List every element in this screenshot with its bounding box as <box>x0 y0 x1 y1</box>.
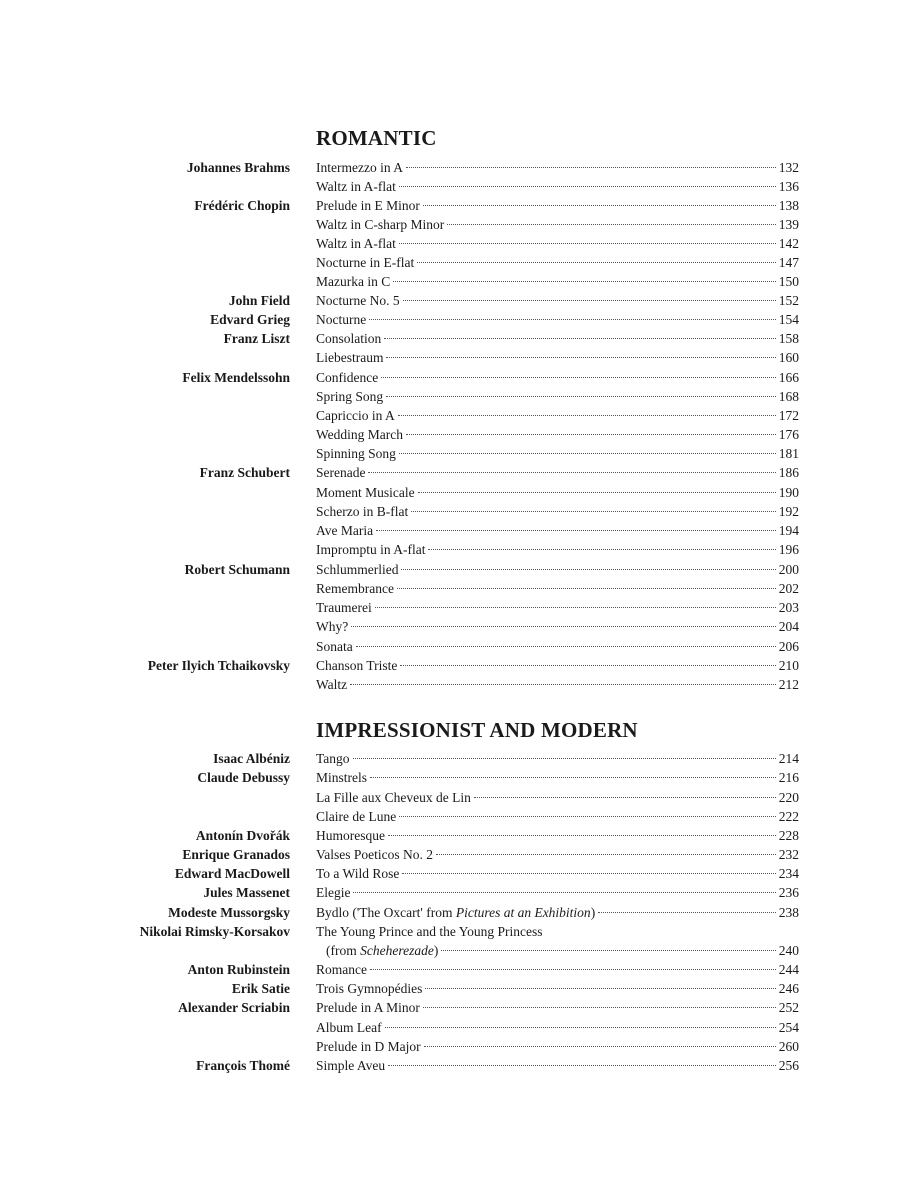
page-number: 256 <box>778 1058 799 1073</box>
dot-leader <box>423 1007 776 1008</box>
piece-title: Waltz in C-sharp Minor <box>316 217 445 232</box>
page-number: 236 <box>778 885 799 900</box>
piece-title: La Fille aux Cheveux de Lin <box>316 790 471 805</box>
piece-title: Chanson Triste <box>316 658 398 673</box>
piece-title: Prelude in E Minor <box>316 198 420 213</box>
dot-leader <box>369 319 776 320</box>
toc-row[interactable] <box>0 540 900 559</box>
toc-row[interactable] <box>0 196 900 215</box>
page-number: 220 <box>778 790 799 805</box>
dot-leader <box>388 835 776 836</box>
page-number: 186 <box>778 465 799 480</box>
toc-row[interactable] <box>0 444 900 463</box>
piece-title: Impromptu in A-flat <box>316 542 426 557</box>
piece-title: Liebestraum <box>316 350 384 365</box>
toc-row[interactable] <box>0 406 900 425</box>
piece-title: Sonata <box>316 639 353 654</box>
piece-title: Trois Gymnopédies <box>316 981 423 996</box>
section-title-romantic: ROMANTIC <box>316 126 437 150</box>
toc-row[interactable] <box>0 348 900 367</box>
page-number: 252 <box>778 1000 799 1015</box>
page-number: 228 <box>778 828 799 843</box>
page-number: 172 <box>778 408 799 423</box>
toc-row[interactable] <box>0 922 900 941</box>
dot-leader <box>397 588 776 589</box>
page-number: 204 <box>778 619 799 634</box>
page-number: 238 <box>778 905 799 920</box>
composer-name: Modeste Mussorgsky <box>168 905 290 920</box>
dot-leader <box>356 646 776 647</box>
piece-title: Nocturne in E-flat <box>316 255 415 270</box>
toc-row[interactable] <box>0 310 900 329</box>
page-number: 176 <box>778 427 799 442</box>
section-title-impressionist-and-modern: IMPRESSIONIST AND MODERN <box>316 718 638 742</box>
dot-leader <box>398 415 776 416</box>
piece-title: Waltz in A-flat <box>316 179 396 194</box>
dot-leader <box>370 777 776 778</box>
page-number: 210 <box>778 658 799 673</box>
piece-title: Waltz <box>316 677 348 692</box>
page-number: 246 <box>778 981 799 996</box>
dot-leader <box>385 1027 776 1028</box>
page-number: 234 <box>778 866 799 881</box>
page-number: 138 <box>778 198 799 213</box>
piece-title: Wedding March <box>316 427 404 442</box>
piece-title-italic: Pictures at an Exhibition <box>455 905 591 920</box>
page-number: 196 <box>778 542 799 557</box>
dot-leader <box>447 224 775 225</box>
dot-leader <box>474 797 776 798</box>
piece-title: Waltz in A-flat <box>316 236 396 251</box>
piece-title: Nocturne <box>316 312 367 327</box>
toc-row[interactable] <box>0 291 900 310</box>
toc-row[interactable] <box>0 617 900 636</box>
page-number: 136 <box>778 179 799 194</box>
dot-leader <box>388 1065 776 1066</box>
toc-row[interactable] <box>0 272 900 291</box>
dot-leader <box>400 665 775 666</box>
dot-leader <box>353 892 775 893</box>
dot-leader <box>418 492 776 493</box>
piece-title: Bydlo ('The Oxcart' from Pictures at an Exhibition) <box>316 905 596 920</box>
piece-title-italic: Scheherezade <box>360 943 434 958</box>
dot-leader <box>425 988 775 989</box>
composer-name: François Thomé <box>196 1058 290 1073</box>
page-number: 160 <box>778 350 799 365</box>
dot-leader <box>428 549 775 550</box>
toc-row[interactable] <box>0 807 900 826</box>
toc-row[interactable] <box>0 234 900 253</box>
toc-row[interactable] <box>0 579 900 598</box>
toc-row[interactable] <box>0 637 900 656</box>
toc-row[interactable] <box>0 1056 900 1075</box>
composer-name: John Field <box>228 293 290 308</box>
dot-leader <box>381 377 776 378</box>
page-number: 192 <box>778 504 799 519</box>
toc-row[interactable] <box>0 675 900 694</box>
piece-title: Elegie <box>316 885 351 900</box>
dot-leader <box>399 453 776 454</box>
composer-name: Claude Debussy <box>197 770 290 785</box>
composer-name: Anton Rubinstein <box>187 962 290 977</box>
piece-title: Intermezzo in A <box>316 160 403 175</box>
toc-row[interactable] <box>0 158 900 177</box>
page-number: 222 <box>778 809 799 824</box>
piece-title: Confidence <box>316 370 379 385</box>
piece-title: Capriccio in A <box>316 408 395 423</box>
page-number: 158 <box>778 331 799 346</box>
dot-leader <box>417 262 776 263</box>
composer-name: Erik Satie <box>231 981 290 996</box>
piece-title: Claire de Lune <box>316 809 397 824</box>
dot-leader <box>351 626 776 627</box>
toc-row[interactable] <box>0 941 900 960</box>
dot-leader <box>424 1046 776 1047</box>
piece-title: Romance <box>316 962 367 977</box>
page-number: 166 <box>778 370 799 385</box>
toc-row[interactable] <box>0 768 900 787</box>
toc-row[interactable] <box>0 845 900 864</box>
toc-row[interactable] <box>0 502 900 521</box>
dot-leader <box>598 912 776 913</box>
dot-leader <box>375 607 776 608</box>
toc-row[interactable] <box>0 979 900 998</box>
piece-title: Moment Musicale <box>316 485 415 500</box>
dot-leader <box>399 243 776 244</box>
toc-row[interactable] <box>0 215 900 234</box>
toc-row[interactable] <box>0 883 900 902</box>
page-number: 132 <box>778 160 799 175</box>
dot-leader <box>384 338 775 339</box>
toc-row[interactable] <box>0 329 900 348</box>
composer-name: Franz Liszt <box>223 331 290 346</box>
piece-title: Album Leaf <box>316 1020 382 1035</box>
composer-name: Nikolai Rimsky-Korsakov <box>139 924 290 939</box>
page-number: 147 <box>778 255 799 270</box>
page-number: 142 <box>778 236 799 251</box>
dot-leader <box>386 396 776 397</box>
toc-row[interactable] <box>0 483 900 502</box>
page-number: 168 <box>778 389 799 404</box>
toc-row[interactable] <box>0 560 900 579</box>
dot-leader <box>402 873 775 874</box>
dot-leader <box>399 816 776 817</box>
page-number: 214 <box>778 751 799 766</box>
dot-leader <box>376 530 776 531</box>
dot-leader <box>403 300 776 301</box>
composer-name: Antonín Dvořák <box>195 828 290 843</box>
composer-name: Frédéric Chopin <box>194 198 290 213</box>
page-number: 202 <box>778 581 799 596</box>
toc-row[interactable] <box>0 177 900 196</box>
toc-row[interactable] <box>0 960 900 979</box>
piece-title: Mazurka in C <box>316 274 391 289</box>
page-number: 150 <box>778 274 799 289</box>
dot-leader <box>350 684 776 685</box>
dot-leader <box>386 357 775 358</box>
dot-leader <box>406 167 776 168</box>
piece-title: (from Scheherezade) <box>326 943 439 958</box>
page-number: 244 <box>778 962 799 977</box>
page-number: 190 <box>778 485 799 500</box>
toc-row[interactable] <box>0 826 900 845</box>
composer-name: Alexander Scriabin <box>178 1000 290 1015</box>
composer-name: Edward MacDowell <box>174 866 290 881</box>
composer-name: Jules Massenet <box>203 885 290 900</box>
toc-row[interactable] <box>0 598 900 617</box>
page-number: 194 <box>778 523 799 538</box>
composer-name: Johannes Brahms <box>186 160 290 175</box>
composer-name: Felix Mendelssohn <box>182 370 290 385</box>
toc-row[interactable] <box>0 749 900 768</box>
piece-title: Tango <box>316 751 350 766</box>
toc-row[interactable] <box>0 387 900 406</box>
dot-leader <box>406 434 776 435</box>
composer-name: Robert Schumann <box>184 562 290 577</box>
toc-row[interactable] <box>0 1018 900 1037</box>
dot-leader <box>399 186 776 187</box>
piece-title: Ave Maria <box>316 523 374 538</box>
toc-row[interactable] <box>0 368 900 387</box>
dot-leader <box>423 205 776 206</box>
composer-name: Franz Schubert <box>199 465 290 480</box>
piece-title: The Young Prince and the Young Princess <box>316 924 543 939</box>
piece-title: Why? <box>316 619 349 634</box>
composer-name: Enrique Granados <box>182 847 290 862</box>
piece-title: Remembrance <box>316 581 394 596</box>
piece-title: Simple Aveu <box>316 1058 386 1073</box>
piece-title: Traumerei <box>316 600 372 615</box>
page-number: 152 <box>778 293 799 308</box>
piece-title: Valses Poeticos No. 2 <box>316 847 433 862</box>
toc-row[interactable] <box>0 253 900 272</box>
page-number: 240 <box>778 943 799 958</box>
page-number: 206 <box>778 639 799 654</box>
page-number: 212 <box>778 677 799 692</box>
page-number: 216 <box>778 770 799 785</box>
piece-title: Spring Song <box>316 389 384 404</box>
toc-row[interactable] <box>0 998 900 1017</box>
toc-row[interactable] <box>0 788 900 807</box>
dot-leader <box>441 950 775 951</box>
page-number: 200 <box>778 562 799 577</box>
page-number: 203 <box>778 600 799 615</box>
page-number: 232 <box>778 847 799 862</box>
dot-leader <box>401 569 775 570</box>
piece-title: Spinning Song <box>316 446 396 461</box>
toc-row[interactable] <box>0 521 900 540</box>
composer-name: Edvard Grieg <box>210 312 290 327</box>
page-number: 139 <box>778 217 799 232</box>
composer-name: Isaac Albéniz <box>213 751 290 766</box>
piece-title: Prelude in D Major <box>316 1039 421 1054</box>
dot-leader <box>353 758 776 759</box>
page-number: 260 <box>778 1039 799 1054</box>
toc-row[interactable] <box>0 864 900 883</box>
piece-title: Consolation <box>316 331 382 346</box>
toc-row[interactable] <box>0 903 900 922</box>
piece-title: Prelude in A Minor <box>316 1000 420 1015</box>
page-number: 181 <box>778 446 799 461</box>
page-number: 254 <box>778 1020 799 1035</box>
page-number: 154 <box>778 312 799 327</box>
dot-leader <box>368 472 775 473</box>
piece-title: To a Wild Rose <box>316 866 400 881</box>
piece-title: Schlummerlied <box>316 562 399 577</box>
piece-title: Serenade <box>316 465 366 480</box>
dot-leader <box>411 511 776 512</box>
piece-title: Nocturne No. 5 <box>316 293 400 308</box>
toc-row[interactable] <box>0 425 900 444</box>
dot-leader <box>436 854 776 855</box>
toc-row[interactable] <box>0 656 900 675</box>
toc-row[interactable] <box>0 1037 900 1056</box>
piece-title: Humoresque <box>316 828 385 843</box>
composer-name: Peter Ilyich Tchaikovsky <box>147 658 290 673</box>
piece-title: Scherzo in B-flat <box>316 504 409 519</box>
toc-row[interactable] <box>0 463 900 482</box>
dot-leader <box>393 281 776 282</box>
piece-title: Minstrels <box>316 770 368 785</box>
dot-leader <box>370 969 776 970</box>
